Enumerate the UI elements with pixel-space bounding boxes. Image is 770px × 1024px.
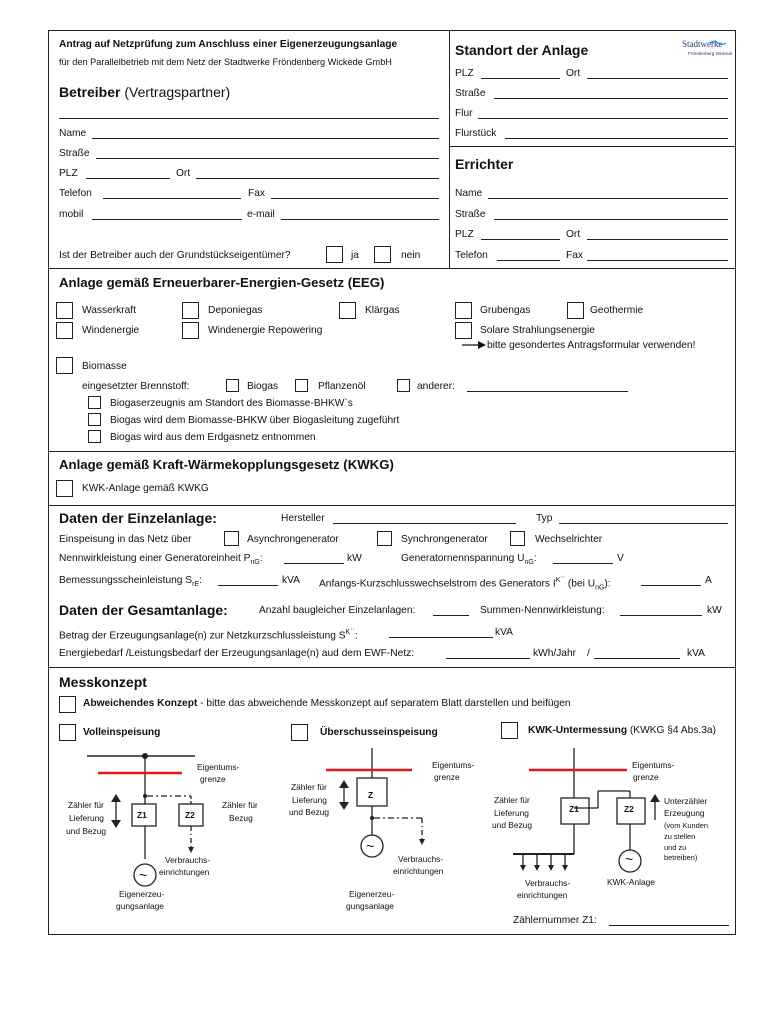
hersteller-label: Hersteller [281, 513, 325, 524]
d3-u4: zu stellen [664, 832, 696, 841]
divider-kwkg [48, 451, 736, 452]
betrag-field[interactable] [389, 637, 493, 638]
nennwirkleistung-field[interactable] [284, 563, 344, 564]
errichter-fax-label: Fax [566, 250, 583, 261]
hersteller-field[interactable] [333, 523, 516, 524]
kwk-anlage-label: KWK-Anlage gemäß KWKG [82, 483, 209, 494]
errichter-ort-label: Ort [566, 229, 581, 240]
einspeisung-label: Einspeisung in das Netz über [59, 534, 192, 545]
biomasse-checkbox[interactable] [56, 357, 73, 374]
energiebedarf-slash: / [587, 648, 590, 659]
bio3-checkbox[interactable] [88, 430, 101, 443]
anfangs-kurzschluss-label: Anfangs-Kurzschlusswechselstrom des Generators $I^{K``}$ (bei $U_{nG}$): [319, 577, 611, 592]
betreiber-email-label: e-mail [247, 209, 275, 220]
betreiber-plz-label: PLZ [59, 168, 78, 179]
divider-errichter [449, 146, 736, 147]
errichter-fax-field[interactable] [587, 260, 728, 261]
standort-strasse-field[interactable] [494, 98, 728, 99]
d3-u1: Unterzähler [664, 796, 708, 806]
generatornennspannung-field[interactable] [553, 563, 613, 564]
typ-label: Typ [536, 513, 553, 524]
betrag-label: Betrag der Erzeugungsanlage(n) zur Netzkurzschlussleistung $S^{K``}$: [59, 629, 358, 642]
betreiber-strasse-label: Straße [59, 148, 90, 159]
d3-u2: Erzeugung [664, 808, 705, 818]
errichter-heading: Errichter [455, 156, 514, 172]
d2-generator-symbol: ~ [366, 838, 375, 854]
d3-u3: (vom Kunden [664, 821, 708, 830]
standort-flur-label: Flur [455, 108, 473, 119]
standort-ort-field[interactable] [587, 78, 728, 79]
solar-checkbox[interactable] [455, 322, 472, 339]
energiebedarf-label: Energiebedarf /Leistungsbedarf der Erzeugungsanlage(n) aud dem EWF-Netz: [59, 648, 415, 659]
wasserkraft-checkbox[interactable] [56, 302, 73, 319]
brennstoff-label: eingesetzter Brennstoff: [82, 381, 190, 392]
klaergas-checkbox[interactable] [339, 302, 356, 319]
betreiber-mobil-field[interactable] [92, 219, 242, 220]
eigentuemer-ja-checkbox[interactable] [326, 246, 343, 263]
d1-zl3: und Bezug [66, 826, 107, 836]
generatornennspannung-unit: V [617, 553, 624, 564]
errichter-strasse-field[interactable] [494, 219, 728, 220]
windenergie-label: Windenergie [82, 325, 140, 336]
grubengas-checkbox[interactable] [455, 302, 472, 319]
anzahl-label: Anzahl baugleicher Einzelanlagen: [259, 605, 416, 616]
typ-field[interactable] [559, 523, 728, 524]
nennwirkleistung-label: Nennwirkleistung einer Generatoreinheit $P_{nG}$: [59, 553, 263, 567]
d2-v1: Verbrauchs- [398, 854, 444, 864]
standort-flur-field[interactable] [478, 118, 728, 119]
kwk-untermessung-label: KWK-Untermessung (KWKG §4 Abs.3a) [528, 725, 716, 736]
d1-g1: Eigenerzeu- [119, 889, 165, 899]
errichter-plz-label: PLZ [455, 229, 474, 240]
d3-z2-label: Z2 [624, 804, 634, 814]
betreiber-fax-field[interactable] [271, 198, 439, 199]
betreiber-name-field[interactable] [92, 138, 439, 139]
d3-eigentum-2: grenze [633, 772, 659, 782]
bio3-label: Biogas wird aus dem Erdgasnetz entnommen [110, 432, 316, 443]
pflanzenoel-checkbox[interactable] [295, 379, 308, 392]
errichter-strasse-label: Straße [455, 209, 486, 220]
divider-einzel [48, 505, 736, 506]
logo-tagline: Fröndenberg Wickede [688, 51, 732, 56]
summe-unit: kW [707, 605, 722, 616]
betreiber-mobil-label: mobil [59, 209, 84, 220]
standort-plz-label: PLZ [455, 68, 474, 79]
betreiber-ort-field[interactable] [196, 178, 439, 179]
d1-eigentum-1: Eigentums- [197, 762, 240, 772]
bemessung-unit: kVA [282, 575, 300, 586]
d1-z1-label: Z1 [137, 810, 147, 820]
kwkg-heading: Anlage gemäß Kraft-Wärmekopplungsgesetz (KWKG) [59, 457, 394, 472]
d2-zl2: Lieferung [292, 795, 327, 805]
grubengas-label: Grubengas [480, 305, 531, 316]
standort-plz-field[interactable] [481, 78, 560, 79]
divider-eeg [48, 268, 736, 269]
wechselrichter-checkbox[interactable] [510, 531, 525, 546]
divider-vertical [449, 30, 450, 268]
standort-heading: Standort der Anlage [455, 42, 589, 58]
abweichend-checkbox[interactable] [59, 696, 76, 713]
d1-v1: Verbrauchs- [165, 855, 211, 865]
solar-note: bitte gesondertes Antragsformular verwenden! [487, 340, 696, 351]
d2-z-label: Z [368, 790, 374, 800]
anfangs-kurzschluss-unit: A [705, 575, 712, 586]
biogas-checkbox[interactable] [226, 379, 239, 392]
d2-zl3: und Bezug [289, 807, 330, 817]
anzahl-field[interactable] [433, 615, 469, 616]
d1-generator-symbol: ~ [139, 867, 148, 883]
bio2-label: Biogas wird dem Biomasse-BHKW über Biogasleitung zugeführt [110, 415, 400, 426]
d3-u5: und zu [664, 843, 687, 852]
gesamt-heading: Daten der Gesamtanlage: [59, 602, 228, 618]
errichter-plz-field[interactable] [481, 239, 560, 240]
energiebedarf-field-1[interactable] [446, 658, 530, 659]
ueberschuss-label: Überschusseinspeisung [320, 727, 438, 738]
d3-generator-symbol: ~ [625, 851, 634, 867]
betreiber-plz-field[interactable] [86, 178, 170, 179]
anfangs-kurzschluss-field[interactable] [641, 585, 701, 586]
wasserkraft-label: Wasserkraft [82, 305, 136, 316]
eigentuemer-nein-label: nein [401, 250, 421, 261]
geothermie-label: Geothermie [590, 305, 644, 316]
eigentuemer-ja-label: ja [351, 250, 359, 261]
energiebedarf-unit-2: kVA [687, 648, 705, 659]
energiebedarf-field-2[interactable] [594, 658, 680, 659]
d2-g2: gungsanlage [346, 901, 394, 911]
bemessung-field[interactable] [218, 585, 278, 586]
d1-g2: gungsanlage [116, 901, 164, 911]
d3-kwk-label: KWK-Anlage [607, 877, 655, 887]
anderer-label: anderer: [417, 381, 455, 392]
d1-zr1: Zähler für [222, 800, 258, 810]
d3-zl1: Zähler für [494, 795, 530, 805]
deponiegas-label: Deponiegas [208, 305, 263, 316]
volleinspeisung-label: Volleinspeisung [83, 727, 161, 738]
kwk-untermessung-checkbox[interactable] [501, 722, 518, 739]
anderer-field[interactable] [467, 391, 628, 392]
d3-eigentum-1: Eigentums- [632, 760, 675, 770]
summe-field[interactable] [620, 615, 702, 616]
bio1-label: Biogaserzeugnis am Standort des Biomasse-BHKW`s [110, 398, 353, 409]
d2-eigentum-2: grenze [434, 772, 460, 782]
d3-v1: Verbrauchs- [525, 878, 571, 888]
energiebedarf-unit-1: kWh/Jahr [533, 648, 577, 659]
form-title: Antrag auf Netzprüfung zum Anschluss einer Eigenerzeugungsanlage [59, 39, 398, 50]
d3-zl2: Lieferung [494, 808, 529, 818]
anderer-checkbox[interactable] [397, 379, 410, 392]
zaehlernummer-label: Zählernummer Z1: [513, 915, 597, 926]
betreiber-fax-label: Fax [248, 188, 265, 199]
arrow-right-icon [462, 340, 486, 350]
betreiber-name-label: Name [59, 128, 87, 139]
errichter-name-field[interactable] [488, 198, 728, 199]
geothermie-checkbox[interactable] [567, 302, 584, 319]
mess-heading: Messkonzept [59, 674, 147, 690]
asynchron-label: Asynchrongenerator [247, 534, 339, 545]
zaehlernummer-field[interactable] [609, 925, 729, 926]
abweichend-label: Abweichendes Konzept - bitte das abweichende Messkonzept auf separatem Blatt darstellen und beifügen [83, 698, 571, 709]
stadtwerke-logo [682, 38, 732, 63]
synchron-label: Synchrongenerator [401, 534, 488, 545]
summe-label: Summen-Nennwirkleistung: [480, 605, 605, 616]
d3-zl3: und Bezug [492, 820, 533, 830]
d3-v2: einrichtungen [517, 890, 568, 900]
d2-g1: Eigenerzeu- [349, 889, 395, 899]
bemessung-label: Bemessungsscheinleistung $S_{rE}$: [59, 575, 202, 589]
eeg-heading: Anlage gemäß Erneuerbarer-Energien-Gesetz (EEG) [59, 275, 385, 290]
d3-u6: betreiben) [664, 853, 698, 862]
errichter-name-label: Name [455, 188, 483, 199]
klaergas-label: Klärgas [365, 305, 400, 316]
errichter-ort-field[interactable] [587, 239, 728, 240]
form-subtitle: für den Parallelbetrieb mit dem Netz der Stadtwerke Fröndenberg Wickede GmbH [59, 57, 392, 67]
divider-mess [48, 667, 736, 668]
d1-v2: einrichtungen [159, 867, 210, 877]
betreiber-telefon-label: Telefon [59, 188, 92, 199]
betrag-unit: kVA [495, 627, 513, 638]
standort-flurstueck-field[interactable] [505, 138, 728, 139]
d2-eigentum-1: Eigentums- [432, 760, 475, 770]
windenergie-checkbox[interactable] [56, 322, 73, 339]
wechselrichter-label: Wechselrichter [535, 534, 603, 545]
nennwirkleistung-unit: kW [347, 553, 362, 564]
betreiber-telefon-field[interactable] [103, 198, 241, 199]
windenergie-repowering-checkbox[interactable] [182, 322, 199, 339]
errichter-telefon-label: Telefon [455, 250, 488, 261]
pflanzenoel-label: Pflanzenöl [318, 381, 366, 392]
betreiber-ort-label: Ort [176, 168, 191, 179]
bio2-checkbox[interactable] [88, 413, 101, 426]
d1-zl1: Zähler für [68, 800, 104, 810]
standort-flurstueck-label: Flurstück [455, 128, 497, 139]
biomasse-label: Biomasse [82, 361, 127, 372]
synchron-checkbox[interactable] [377, 531, 392, 546]
logo-name: Stadtwerke [682, 39, 723, 49]
solar-label: Solare Strahlungsenergie [480, 325, 595, 336]
deponiegas-checkbox[interactable] [182, 302, 199, 319]
d1-z2-label: Z2 [185, 810, 195, 820]
betreiber-line-1[interactable] [59, 118, 439, 119]
standort-ort-label: Ort [566, 68, 581, 79]
eigentuemer-question: Ist der Betreiber auch der Grundstückseigentümer? [59, 250, 291, 261]
standort-strasse-label: Straße [455, 88, 486, 99]
d2-v2: einrichtungen [393, 866, 444, 876]
d3-z1-label: Z1 [569, 804, 579, 814]
eigentuemer-nein-checkbox[interactable] [374, 246, 391, 263]
errichter-telefon-field[interactable] [497, 260, 560, 261]
d1-eigentum-2: grenze [200, 774, 226, 784]
einzel-heading: Daten der Einzelanlage: [59, 510, 217, 526]
d2-zl1: Zähler für [291, 782, 327, 792]
betreiber-strasse-field[interactable] [96, 158, 439, 159]
betreiber-email-field[interactable] [281, 219, 439, 220]
kwk-anlage-checkbox[interactable] [56, 480, 73, 497]
windenergie-repowering-label: Windenergie Repowering [208, 325, 323, 336]
volleinspeisung-checkbox[interactable] [59, 724, 76, 741]
generatornennspannung-label: Generatornennspannung $U_{nG}$: [401, 553, 537, 567]
d1-zr2: Bezug [229, 813, 253, 823]
ueberschuss-checkbox[interactable] [291, 724, 308, 741]
asynchron-checkbox[interactable] [224, 531, 239, 546]
betreiber-heading: Betreiber (Vertragspartner) [59, 84, 231, 100]
biogas-label: Biogas [247, 381, 279, 392]
bio1-checkbox[interactable] [88, 396, 101, 409]
d1-zl2: Lieferung [69, 813, 104, 823]
